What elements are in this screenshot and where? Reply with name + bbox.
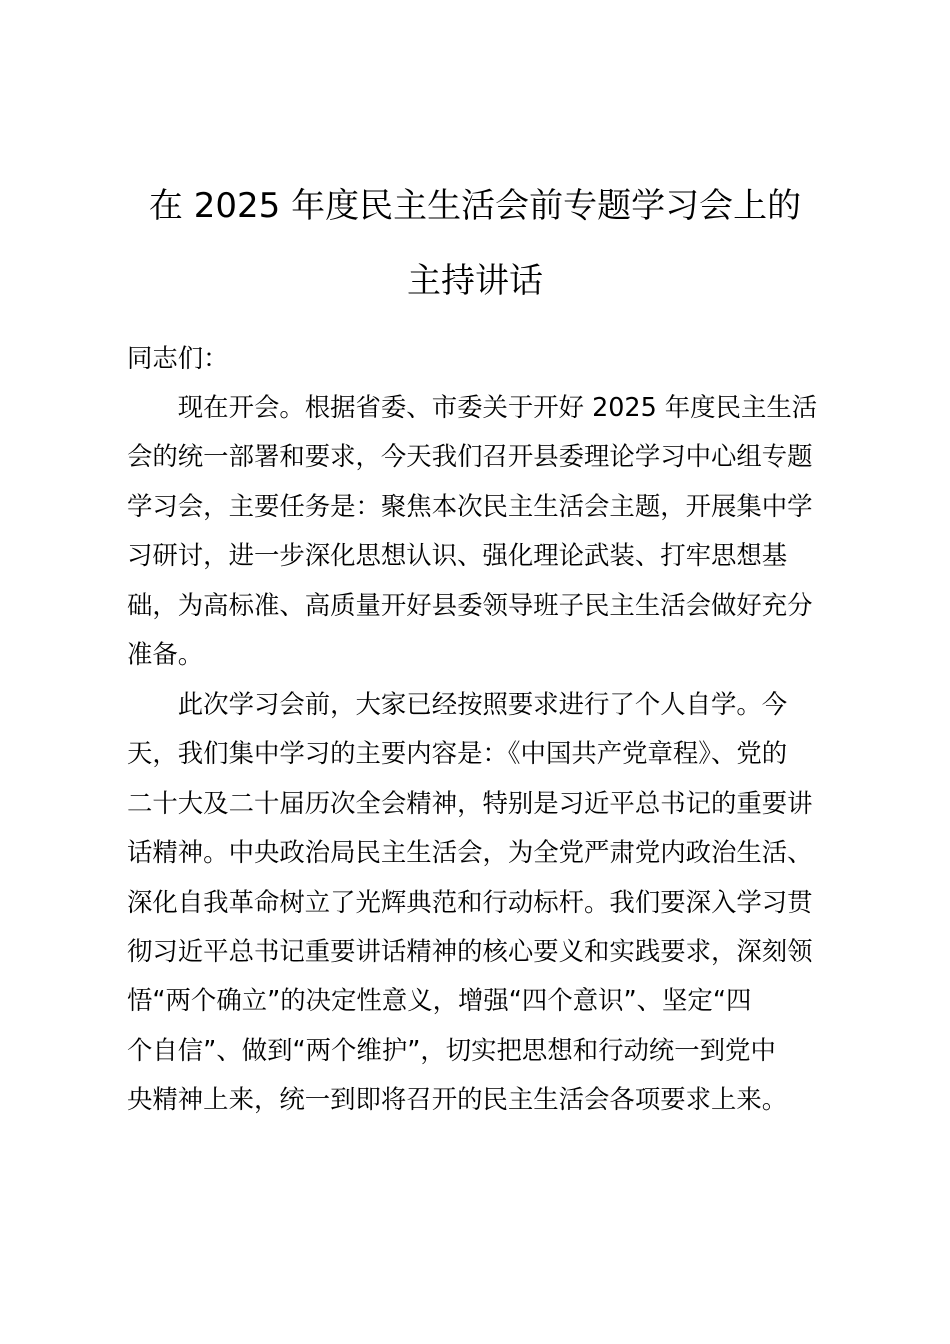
paragraph-line: 此次学习会前，大家已经按照要求进行了个人自学。今 — [127, 689, 788, 719]
paragraph-line: 现在开会。根据省委、市委关于开好 2025 年度民主生活 — [127, 392, 818, 422]
paragraph-line: 会的统一部署和要求，今天我们召开县委理论学习中心组专题 — [127, 441, 813, 472]
paragraph-line: 天，我们集中学习的主要内容是：《中国共产党章程》、党的 — [127, 738, 788, 769]
paragraph-line: 悟“两个确立”的决定性意义，增强“四个意识”、坚定“四 — [127, 985, 752, 1016]
paragraph-line: 二十大及二十届历次全会精神，特别是习近平总书记的重要讲 — [127, 787, 813, 818]
document-title-line-2: 主持讲话 — [407, 261, 543, 301]
paragraph-line: 习研讨，进一步深化思想认识、强化理论武装、打牢思想基 — [127, 540, 788, 571]
paragraph-line: 础，为高标准、高质量开好县委领导班子民主生活会做好充分 — [127, 589, 813, 620]
salutation-text: 同志们： — [127, 343, 229, 373]
paragraph-line: 学习会，主要任务是：聚焦本次民主生活会主题，开展集中学 — [127, 490, 813, 521]
paragraph-line: 深化自我革命树立了光辉典范和行动标杆。我们要深入学习贯 — [127, 886, 813, 917]
paragraph-1 — [127, 383, 837, 679]
paragraph-line: 个自信”、做到“两个维护”，切实把思想和行动统一到党中 — [127, 1034, 776, 1065]
paragraph-line: 央精神上来，统一到即将召开的民主生活会各项要求上来。 — [127, 1084, 788, 1115]
paragraph-line: 话精神。中央政治局民主生活会，为全党严肃党内政治生活、 — [127, 837, 813, 868]
document-title-line-1: 在 2025 年度民主生活会前专题学习会上的 — [148, 186, 802, 226]
paragraph-line: 彻习近平总书记重要讲话精神的核心要义和实践要求，深刻领 — [127, 935, 813, 966]
paragraph-line: 准备。 — [127, 638, 204, 669]
salutation — [127, 334, 837, 383]
paragraph-2 — [127, 680, 837, 1125]
